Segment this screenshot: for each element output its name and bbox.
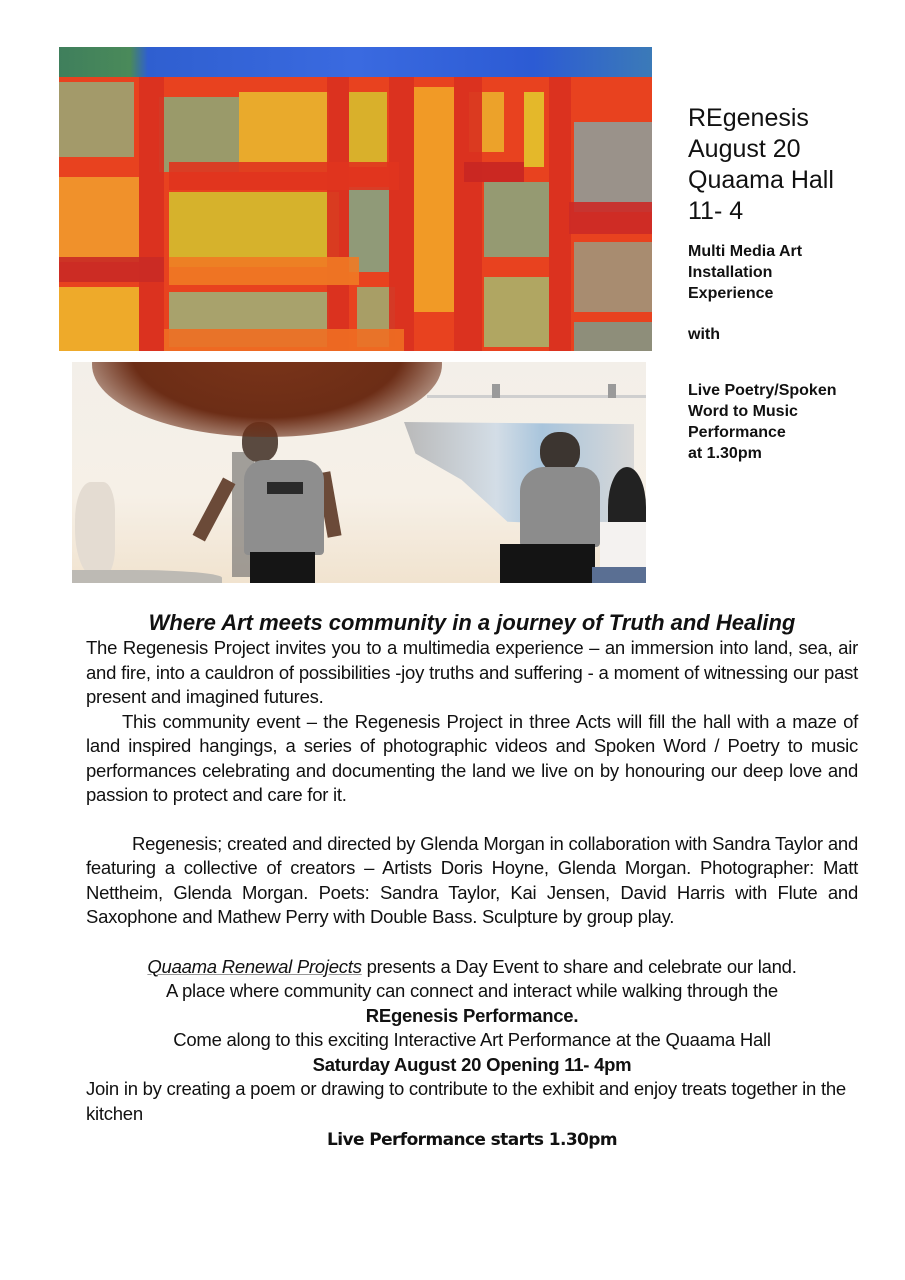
photo-person-legs (250, 552, 315, 583)
painting-red-stroke (327, 77, 349, 351)
main-content (86, 610, 858, 1154)
painting-block (59, 287, 139, 351)
painting-red-stroke (389, 77, 414, 351)
gallery-photo-image (72, 362, 646, 583)
photo-person-shirt (244, 460, 324, 555)
painting-block (169, 192, 339, 267)
painting-block (414, 87, 454, 312)
live-line: Word to Music (688, 403, 798, 420)
credits-paragraph: Regenesis; created and directed by Glenda Morgan in collaboration with Sandra Taylor and featuring a collective of creators – Artists Doris Hoyne, Glenda Morgan. Photographer: Matt Nettheim, Glenda Morgan. Poets: Sandra Taylor, Kai Jensen, David Harris with Flute and Saxophone and Mathew Perry with Double Bass. Sculpture by group play. (86, 832, 858, 927)
painting-block (574, 242, 652, 312)
photo-person-top (600, 522, 646, 572)
painting-red-stroke (549, 77, 571, 351)
painting-red-stroke (464, 162, 524, 182)
painting-block (159, 97, 239, 172)
quaama-renewal-projects-link[interactable]: Quaama Renewal Projects (147, 955, 362, 977)
event-name: REgenesis (688, 104, 809, 132)
photo-lamp (608, 384, 616, 398)
event-date: August 20 (688, 135, 801, 163)
photo-shirt-logo (267, 482, 303, 494)
photo-person-legs (500, 544, 595, 583)
live-line: Live Poetry/Spoken (688, 382, 837, 399)
painting-block (239, 92, 329, 172)
painting-red-stroke (169, 162, 399, 190)
event-hours: 11- 4 (688, 197, 744, 225)
photo-person-shirt (520, 467, 600, 547)
intro-paragraph: The Regenesis Project invites you to a multimedia experience – an immersion into land, sea, air and fire, into a cauldron of possibilities -joy truths and suffering - a moment of witnessing our past present and imagined futures. (86, 637, 858, 707)
event-summary (688, 103, 898, 464)
painting-block (59, 177, 139, 262)
photo-hanging-paper (75, 482, 115, 577)
photo-floor-piece (72, 570, 222, 583)
event-title-block (688, 103, 898, 227)
painting-block (349, 92, 387, 167)
presenter-line (86, 955, 858, 980)
abstract-painting-image (59, 47, 652, 351)
painting-red-stroke (59, 257, 164, 282)
tagline: Where Art meets community in a journey of Truth and Healing (148, 610, 796, 635)
with-label: with (688, 326, 720, 343)
painting-block (59, 82, 134, 157)
subtitle-line: Experience (688, 285, 774, 302)
event-subtitle (688, 241, 898, 304)
painting-red-stroke (139, 77, 164, 351)
live-line: Performance (688, 424, 786, 441)
subtitle-line: Multi Media Art (688, 243, 803, 260)
photo-finger-blur (92, 362, 442, 437)
painting-block (574, 322, 652, 351)
painting-red-stroke (454, 77, 482, 351)
photo-person-head (540, 432, 580, 472)
painting-block (484, 277, 549, 347)
painting-blue-band (59, 47, 652, 77)
painting-block (484, 182, 549, 257)
painting-red-stroke (169, 257, 359, 285)
photo-lamp (492, 384, 500, 398)
date-line: Saturday August 20 Opening 11- 4pm (312, 1053, 632, 1075)
event-description-paragraph: This community event – the Regenesis Project in three Acts will fill the hall with a maze of land inspired hangings, a series of photographic videos and Spoken Word / Poetry to music performances celebrating and documenting the land we live on by honouring our deep love and passion to protect and care for it. (86, 710, 858, 805)
come-along-line: Come along to this exciting Interactive Art Performance at the Quaama Hall (173, 1029, 771, 1050)
presenter-text: presents a Day Event to share and celebrate our land. (361, 955, 797, 977)
live-line: at 1.30pm (688, 445, 762, 462)
live-start-line: Live Performance starts 1.30pm (327, 1130, 617, 1150)
painting-block (574, 122, 652, 212)
event-venue: Quaama Hall (688, 166, 834, 194)
place-line: A place where community can connect and interact while walking through the (166, 980, 778, 1001)
painting-red-stroke (569, 202, 652, 234)
live-performance-note (688, 380, 898, 464)
painting-block (524, 92, 544, 167)
performance-name: REgenesis Performance. (365, 1004, 579, 1026)
painting-red-stroke (164, 329, 404, 351)
join-line: Join in by creating a poem or drawing to contribute to the exhibit and enjoy treats together in the kitchen (86, 1078, 846, 1124)
photo-person-arm (193, 478, 236, 542)
photo-person-jeans (592, 567, 646, 583)
subtitle-line: Installation (688, 264, 773, 281)
event-invitation (86, 955, 858, 1155)
